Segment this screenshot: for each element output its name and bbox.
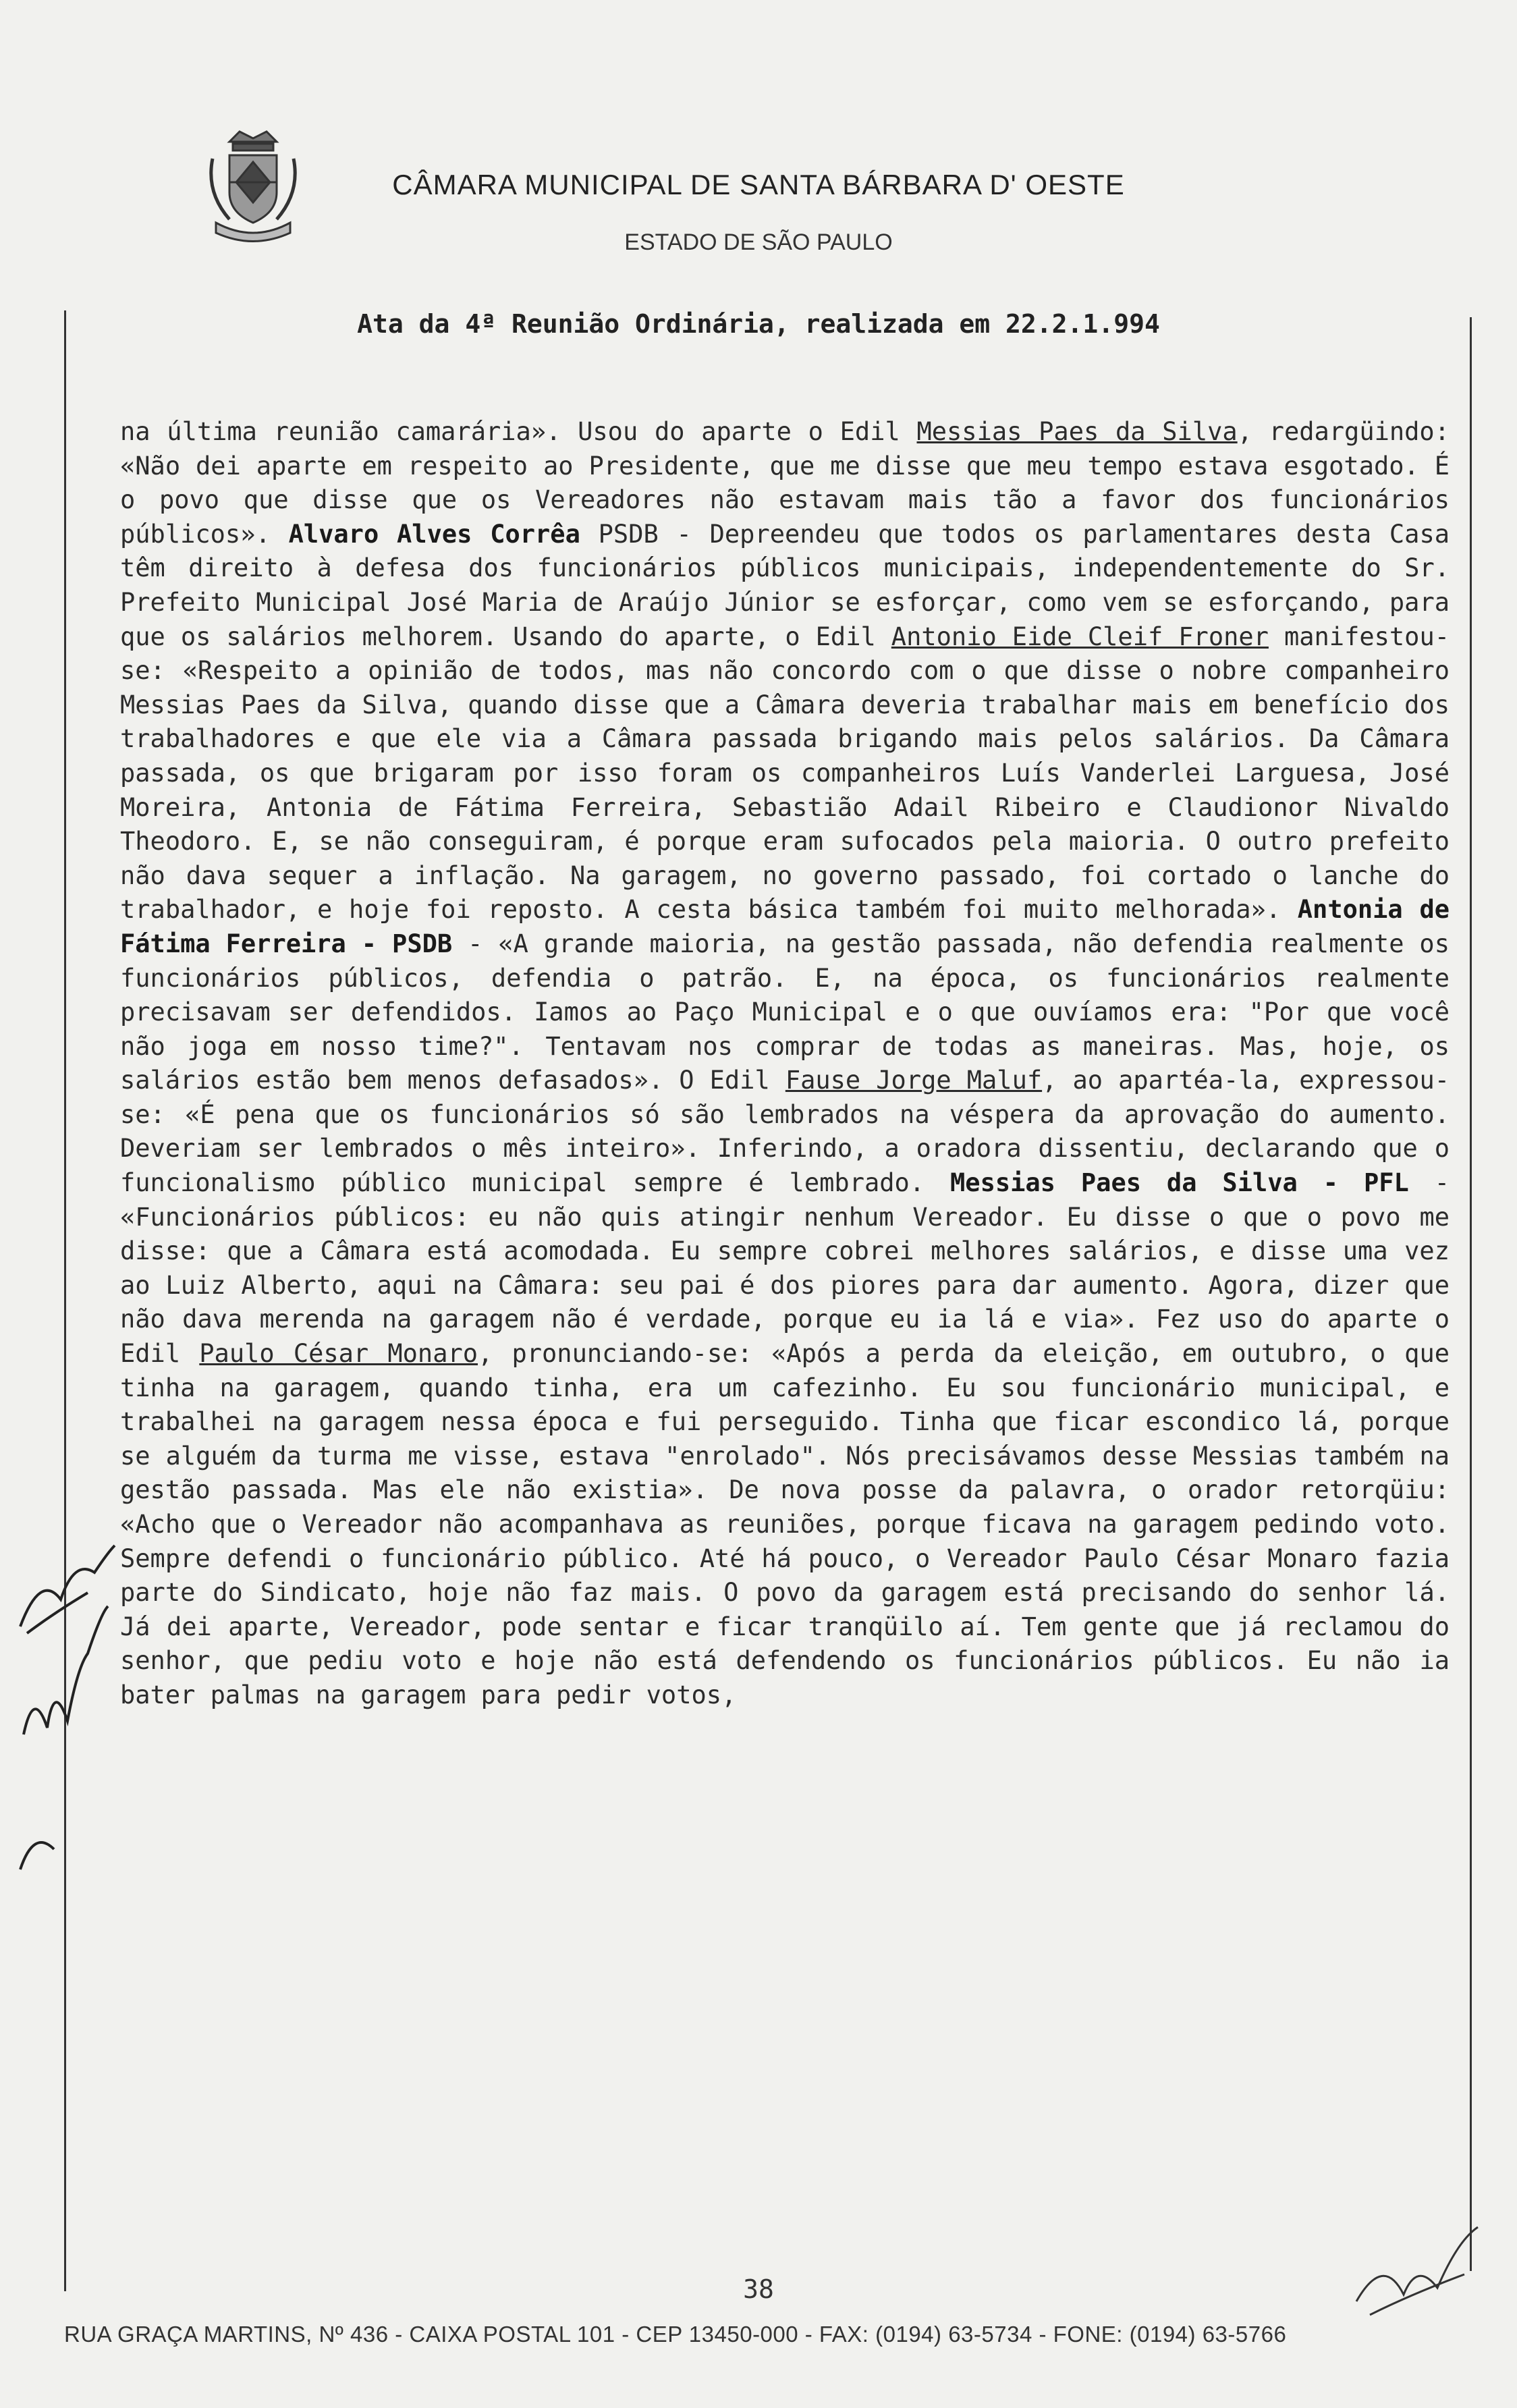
right-margin-rule (1470, 317, 1472, 2271)
text-segment: manifestou-se: «Respeito a opinião de todos, mas não concordo com o que disse o nobre companheiro Messias Paes da Silva, quando disse que a Câmara deveria trabalhar mais em benefício dos trabalhadores e que ele via a Câmara passada brigando mais pelos salários. Da Câmara passada, os que brigaram por isso foram os companheiros Luís Vanderlei Larguesa, José Moreira, Antonia de Fátima Ferreira, Sebastião Adail Ribeiro e Claudionor Nivaldo Theodoro. E, se não conseguiram, é porque eram sufocados pela maioria. O outro prefeito não dava sequer a inflação. Na garagem, no governo passado, foi cortado o lanche do trabalhador, e hoje foi reposto. A cesta básica também foi muito melhorada». (120, 622, 1450, 925)
text-segment: - «Funcionários públicos: eu não quis atingir nenhum Vereador. Eu disse o que o povo me disse: que a Câmara está acomodada. Eu sempre cobrei melhores salários, e disse uma vez ao Luiz Alberto, aqui na Câmara: seu pai é dos piores para dar aumento. Agora, dizer que não dava merenda na garagem não é verdade, porque eu ia lá e via». Fez uso do aparte o Edil (120, 1168, 1450, 1369)
speaker-alvaro: Alvaro Alves Corrêa (288, 519, 580, 549)
text-segment: , ao apartéa-la, expressou-se: «É pena que os funcionários só são lembrados na véspera da aprovação do aumento. Deveriam ser lembrados o mês inteiro». Inferindo, a oradora dissentiu, declarando que o funcionalismo público municipal sempre é lembrado. (120, 1066, 1450, 1198)
name-messias: Messias Paes da Silva (916, 417, 1238, 446)
text-segment: , redargüindo: «Não dei aparte em respeito ao Presidente, que me disse que meu tempo estava esgotado. É o povo que disse que os Vereadores não estavam mais tão a favor dos funcionários públicos». (120, 417, 1450, 549)
name-paulo: Paulo César Monaro (199, 1339, 478, 1369)
footer-signature (1343, 2214, 1498, 2328)
footer-address: RUA GRAÇA MARTINS, Nº 436 - CAIXA POSTAL 101 - CEP 13450-000 - FAX: (0194) 63-5734 - FONE: (0194) 63-5766 (64, 2322, 1287, 2347)
name-fause: Fause Jorge Maluf (785, 1066, 1043, 1095)
name-antonio: Antonio Eide Cleif Froner (891, 622, 1269, 651)
text-segment: , pronunciando-se: «Após a perda da eleição, em outubro, o que tinha na garagem, quando tinha, era um cafezinho. Eu sou funcionário municipal, e trabalhei na garagem nessa época e fui perseguido. Tinha que ficar escondico lá, porque se alguém da turma me visse, estava "enrolado". Nós precisávamos desse Messias também na gestão passada. Mas ele não existia». De nova posse da palavra, o orador retorqüiu: «Acho que o Vereador não acompanhava as reuniões, porque ficava na garagem pedindo voto. Sempre defendi o funcionário público. Até há pouco, o Vereador Paulo César Monaro fazia parte do Sindicato, hoje não faz mais. O povo da garagem está precisando do senhor lá. Já dei aparte, Vereador, pode sentar e ficar tranqüilo aí. Tem gente que já reclamou do senhor, que pediu voto e hoje não está defendendo os funcionários públicos. Eu não ia bater palmas na garagem para pedir votos, (120, 1339, 1450, 1709)
institution-name: CÂMARA MUNICIPAL DE SANTA BÁRBARA D' OESTE (392, 169, 1125, 200)
body-text (120, 415, 1450, 1713)
document-title: Ata da 4ª Reunião Ordinária, realizada em 22.2.1.994 (357, 309, 1160, 339)
speaker-antonia: Antonia de Fátima Ferreira - PSDB (120, 895, 1450, 958)
left-margin-rule (64, 310, 66, 2291)
text-segment: - «A grande maioria, na gestão passada, não defendia realmente os funcionários públicos, defendia o patrão. E, na época, os funcionários realmente precisavam ser defendidos. Iamos ao Paço Municipal e o que ouvíamos era: "Por que você não joga em nosso time?". Tentavam nos comprar de todas as maneiras. Mas, hoje, os salários estão bem menos defasados». O Edil (120, 929, 1450, 1095)
text-segment: na última reunião camarária». Usou do aparte o Edil (120, 417, 917, 446)
text-segment: PSDB - Depreendeu que todos os parlamentares desta Casa têm direito à defesa dos funcionários públicos municipais, independentemente do Sr. Prefeito Municipal José Maria de Araújo Júnior se esforçar, como vem se esforçando, para que os salários melhorem. Usando do aparte, o Edil (120, 519, 1450, 651)
margin-signatures (13, 1532, 121, 1883)
state-name: ESTADO DE SÃO PAULO (624, 229, 893, 255)
page-number: 38 (743, 2274, 774, 2304)
speaker-messias: Messias Paes da Silva - PFL (950, 1168, 1409, 1198)
